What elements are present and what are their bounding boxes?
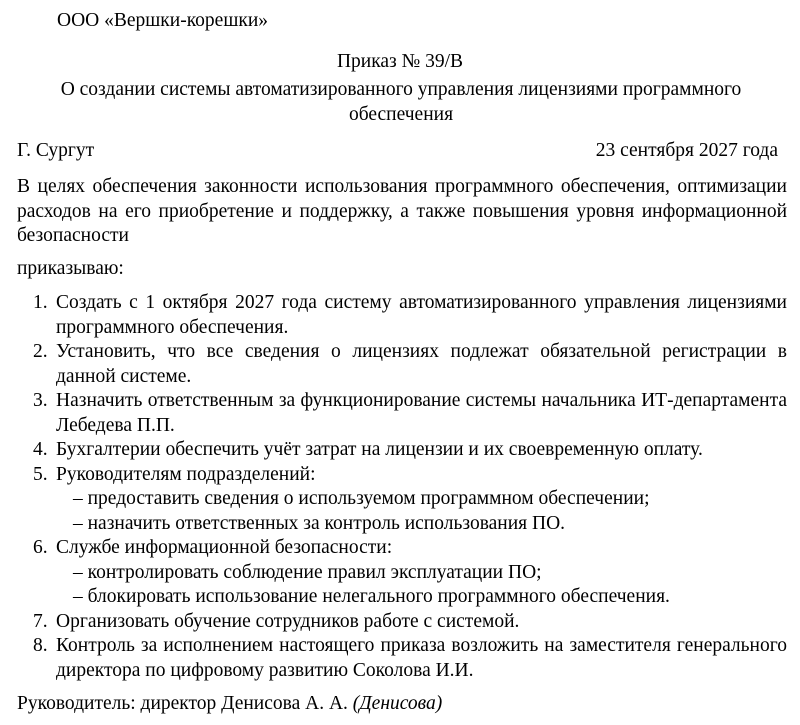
item-text: Руководителям подразделений: [56, 463, 316, 485]
order-item-4 [15, 438, 787, 463]
item-number: 8. [33, 635, 48, 656]
item-subpoint: – назначить ответственных за контроль использования ПО. [73, 512, 566, 534]
item-text: Бухгалтерии обеспечить учёт затрат на лицензии и их своевременную оплату. [56, 439, 703, 460]
order-date: 23 сентября 2027 года [595, 140, 778, 161]
item-text: Установить, что все сведения о лицензиях подлежат обязательной регистрации в данной системе. [56, 341, 787, 387]
order-item-1 [15, 291, 787, 340]
item-subpoint: – предоставить сведения о используемом программном обеспечении; [73, 488, 650, 509]
item-number: 4. [33, 439, 48, 460]
item-text: Контроль за исполнением настоящего приказа возложить на заместителя генерального директора по цифровому развитию Соколова И.И. [56, 635, 787, 681]
item-text: Службе информационной безопасности: [56, 537, 393, 558]
signatory-label: Руководитель: директор Денисова А. А. [17, 693, 348, 714]
order-item-6 [15, 536, 787, 610]
order-item-7 [15, 610, 787, 635]
item-text: Назначить ответственным за функционирование системы начальника ИТ-департамента Лебедева П.П. [56, 390, 787, 436]
item-number: 1. [33, 292, 48, 313]
order-item-2 [15, 340, 787, 389]
signature-line [17, 692, 442, 717]
item-number: 2. [33, 341, 48, 362]
order-item-5 [15, 463, 787, 537]
item-text: Организовать обучение сотрудников работе с системой. [56, 610, 520, 632]
item-number: 7. [33, 610, 48, 632]
preamble: В целях обеспечения законности использования программного обеспечения, оптимизации расходов на его приобретение и поддержку, а также повышения уровня информационной безопасности [17, 176, 787, 246]
item-number: 3. [33, 390, 48, 411]
item-number: 6. [33, 537, 48, 558]
item-number: 5. [33, 463, 48, 485]
city: Г. Сургут [17, 140, 95, 161]
organization-name: ООО «Вершки-корешки» [57, 10, 269, 31]
item-subpoint: – контролировать соблюдение правил эксплуатации ПО; [73, 561, 542, 583]
order-title: Приказ № 39/В [336, 51, 464, 72]
item-subpoint: – блокировать использование нелегального программного обеспечения. [73, 586, 670, 607]
decree-word: приказываю: [17, 258, 124, 279]
item-text: Создать с 1 октября 2027 года систему автоматизированного управления лицензиями программного обеспечения. [56, 292, 787, 338]
signature: (Денисова) [352, 693, 443, 714]
order-item-8 [15, 634, 787, 683]
order-item-3 [15, 389, 787, 438]
order-items-list [15, 291, 787, 683]
order-subject: О создании системы автоматизированного управления лицензиями программного обеспечения [60, 79, 742, 125]
